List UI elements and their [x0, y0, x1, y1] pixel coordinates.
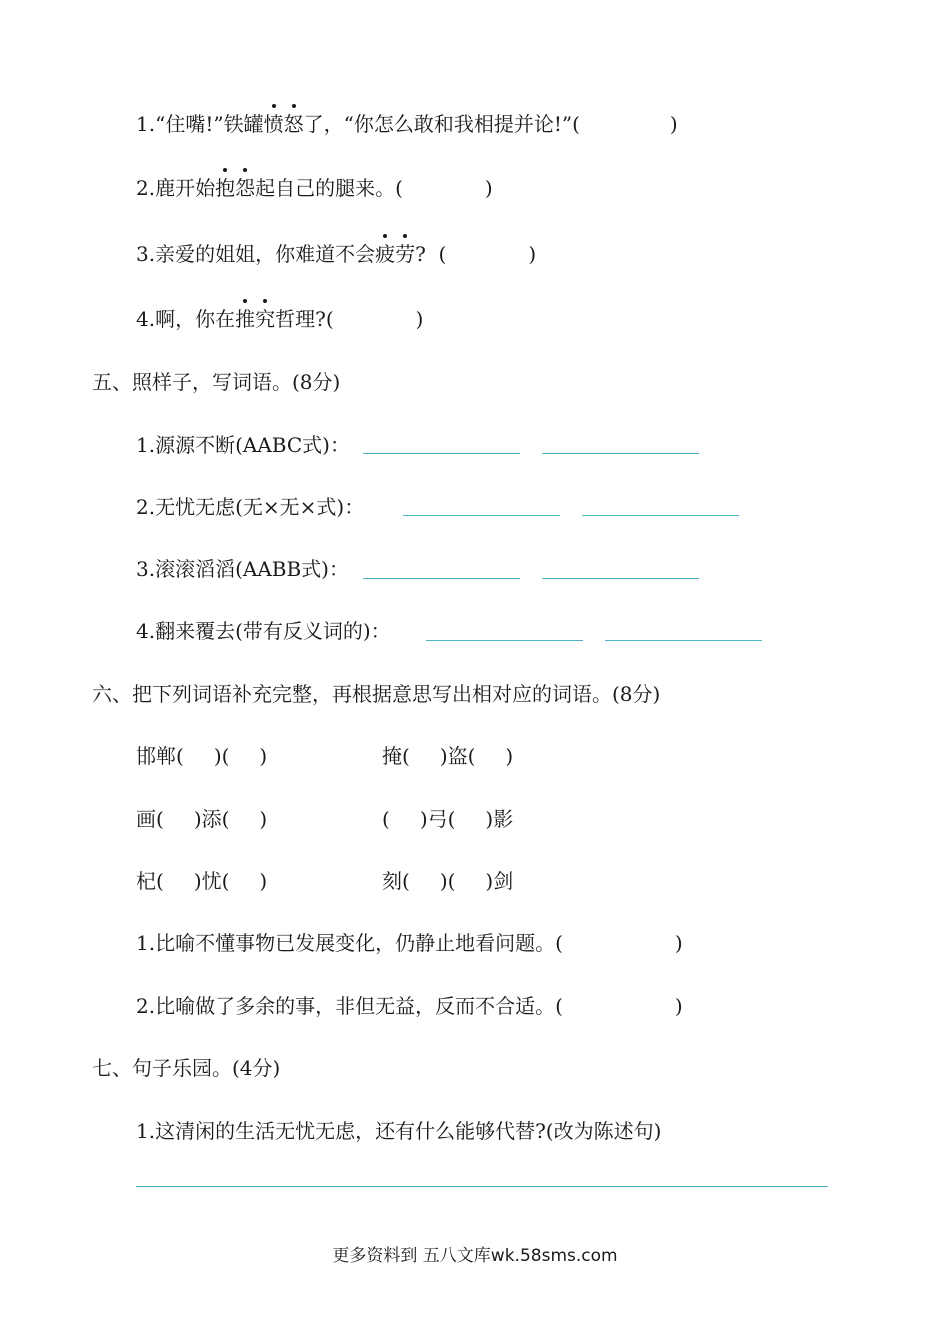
- emphasis-char: 愤: [263, 112, 284, 136]
- emphasis-char: 抱: [215, 176, 236, 200]
- answer-line[interactable]: [542, 453, 699, 454]
- section6-heading: 六、把下列词语补充完整，再根据意思写出相对应的词语。(8分): [92, 682, 661, 706]
- idiom-blank-3: 画( )添( ): [136, 807, 268, 831]
- emphasis-char: 劳: [395, 242, 416, 266]
- answer-line[interactable]: [136, 1186, 828, 1187]
- answer-line[interactable]: [363, 453, 520, 454]
- s6-q1: 1.比喻不懂事物已发展变化，仍静止地看问题。( ): [136, 931, 683, 955]
- answer-line[interactable]: [426, 640, 583, 641]
- idiom-blank-1: 邯郸( )( ): [136, 744, 268, 768]
- emphasis-char: 究: [255, 307, 276, 331]
- answer-line[interactable]: [582, 515, 739, 516]
- s5-item-3: 3.滚滚滔滔(AABB式)：: [136, 557, 349, 581]
- footer-link[interactable]: 更多资料到 五八文库wk.58sms.com: [332, 1246, 618, 1266]
- idiom-blank-6: 刻( )( )剑: [382, 869, 514, 893]
- emphasis-char: 疲: [375, 242, 396, 266]
- s4-q1: 1.“住嘴!”铁罐愤怒了，“你怎么敢和我相提并论!”( ): [136, 112, 678, 136]
- s5-item-4: 4.翻来覆去(带有反义词的)：: [136, 619, 391, 643]
- s4-q4: 4.啊，你在推究哲理?( ): [136, 307, 424, 331]
- idiom-blank-2: 掩( )盗( ): [382, 744, 514, 768]
- idiom-blank-4: ( )弓( )影: [382, 807, 514, 831]
- s5-item-1: 1.源源不断(AABC式)：: [136, 433, 350, 457]
- section7-heading: 七、句子乐园。(4分): [92, 1056, 281, 1080]
- answer-line[interactable]: [403, 515, 560, 516]
- answer-line[interactable]: [542, 578, 699, 579]
- idiom-blank-5: 杞( )忧( ): [136, 869, 268, 893]
- s4-q3: 3.亲爱的姐姐，你难道不会疲劳? ( ): [136, 242, 537, 266]
- s7-q1: 1.这清闲的生活无忧无虑，还有什么能够代替?(改为陈述句): [136, 1119, 662, 1143]
- section5-heading: 五、照样子，写词语。(8分): [92, 370, 341, 394]
- s6-q2: 2.比喻做了多余的事，非但无益，反而不合适。( ): [136, 994, 683, 1018]
- emphasis-char: 怨: [235, 176, 256, 200]
- s5-item-2: 2.无忧无虑(无×无×式)：: [136, 495, 365, 519]
- emphasis-char: 推: [235, 307, 256, 331]
- s4-q2: 2.鹿开始抱怨起自己的腿来。( ): [136, 176, 493, 200]
- answer-line[interactable]: [363, 578, 520, 579]
- answer-line[interactable]: [605, 640, 762, 641]
- emphasis-char: 怒: [283, 112, 304, 136]
